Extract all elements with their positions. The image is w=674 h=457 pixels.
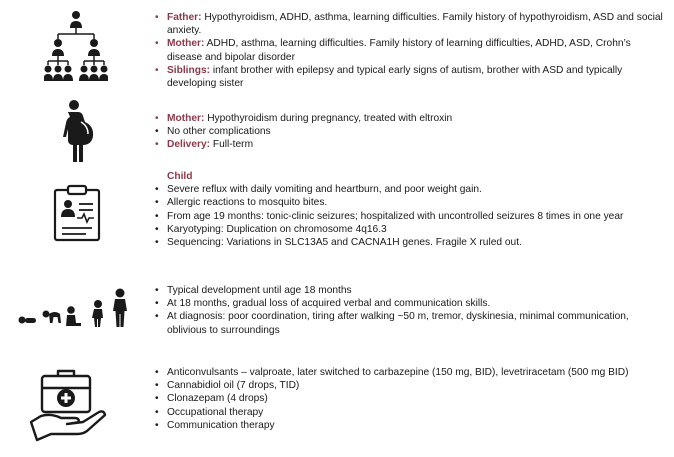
list-item: • Delivery: Full-term	[153, 138, 663, 151]
list-item: • No other complications	[153, 125, 663, 138]
list-item: • Mother: Hypothyroidism during pregnancy, treated with eltroxin	[153, 112, 663, 125]
list-item: • Typical development until age 18 months	[153, 284, 663, 297]
family-tree-icon	[44, 10, 108, 82]
list-item: • Father: Hypothyroidism, ADHD, asthma, learning difficulties. Family history of hypothyroidism, ASD and social anxiety.	[153, 11, 663, 37]
child-history-section	[0, 166, 674, 266]
list-item: • Anticonvulsants – valproate, later switched to carbazepine (150 mg, BID), levetriracetam (500 mg BID)	[153, 366, 663, 379]
list-item: • Cannabidiol oil (7 drops, TID)	[153, 379, 663, 392]
treatment-list	[153, 366, 663, 432]
pregnancy-section	[0, 100, 674, 162]
development-section	[0, 280, 674, 350]
list-item: • Allergic reactions to mosquito bites.	[153, 196, 663, 209]
list-item: • Sequencing: Variations in SLC13A5 and CACNA1H genes. Fragile X ruled out.	[153, 236, 663, 249]
development-list	[153, 284, 663, 337]
list-item: • Occupational therapy	[153, 406, 663, 419]
pregnancy-list	[153, 112, 663, 152]
family-history-section	[0, 0, 674, 100]
list-item: • Communication therapy	[153, 419, 663, 432]
list-item: • Severe reflux with daily vomiting and heartburn, and poor weight gain.	[153, 183, 663, 196]
child-history-block	[153, 170, 663, 249]
treatment-section	[0, 360, 674, 455]
list-item: • Mother: ADHD, asthma, learning difficulties. Family history of learning difficulties, ADHD, ASD, Crohn’s disease and bipolar disorder	[153, 37, 663, 63]
list-item: • From age 19 months: tonic-clinic seizures; hospitalized with uncontrolled seizures 8 times in one year	[153, 210, 663, 223]
list-item: • Karyotyping: Duplication on chromosome 4q16.3	[153, 223, 663, 236]
child-heading: Child	[167, 171, 193, 182]
list-item: • Siblings: infant brother with epilepsy and typical early signs of autism, brother with ASD and typically developing sister	[153, 64, 663, 90]
list-item: • At 18 months, gradual loss of acquired verbal and communication skills.	[153, 297, 663, 310]
clipboard-medical-record-icon	[52, 184, 102, 242]
list-item: • At diagnosis: poor coordination, tiring after walking ~50 m, tremor, dyskinesia, minimal communication, oblivious to surroundings	[153, 310, 663, 336]
family-history-list	[153, 11, 663, 90]
child-development-stages-icon	[16, 286, 136, 328]
medical-kit-hand-icon	[28, 366, 108, 444]
pregnant-woman-icon	[60, 100, 96, 164]
child-history-list	[153, 183, 663, 249]
list-item: • Clonazepam (4 drops)	[153, 392, 663, 405]
